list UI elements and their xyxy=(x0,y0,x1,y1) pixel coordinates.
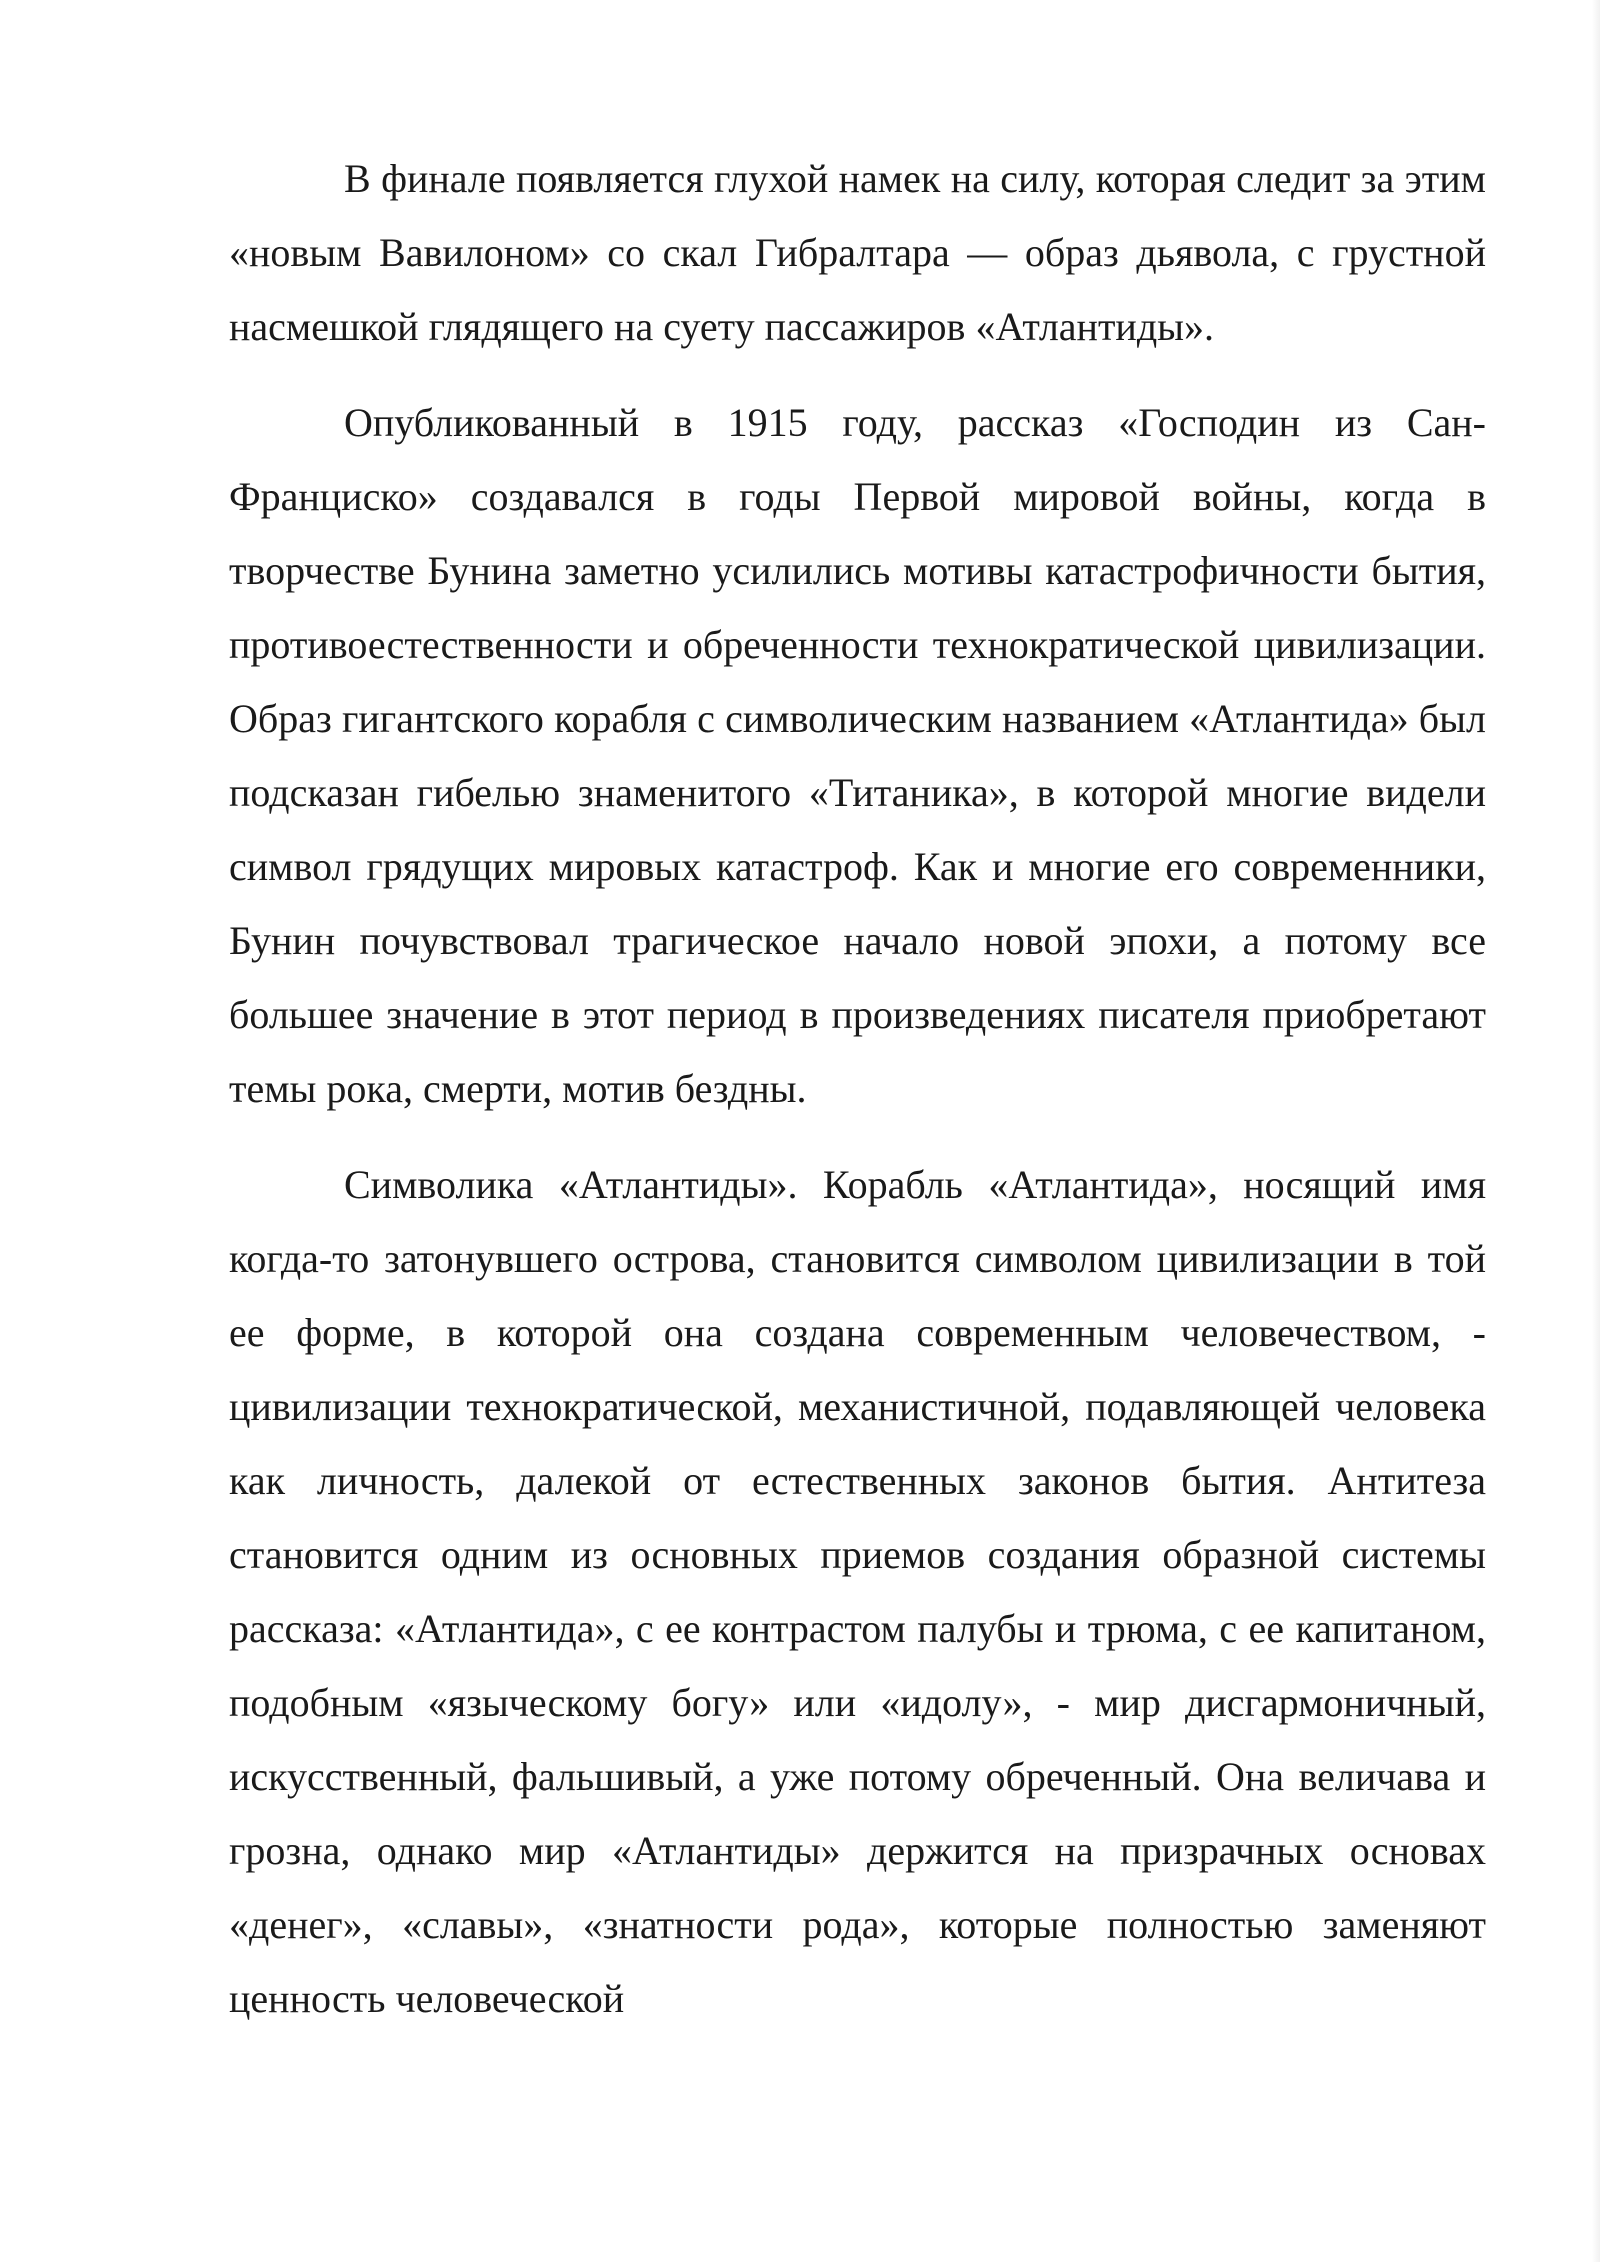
paragraph-publication: Опубликованный в 1915 году, рассказ «Господин из Сан-Франциско» создавался в годы Первой мировой войны, когда в творчестве Бунина заметно усилились мотивы катастрофичности бытия, противоестественности и обреченности технократической цивилизации. Образ гигантского корабля с символическим названием «Атлантида» был подсказан гибелью знаменитого «Титаника», в которой многие видели символ грядущих мировых катастроф. Как и многие его современники, Бунин почувствовал трагическое начало новой эпохи, а потому все большее значение в этот период в произведениях писателя приобретают темы рока, смерти, мотив бездны. xyxy=(229,400,1486,1111)
page-edge-shadow xyxy=(1592,0,1600,2262)
document-body xyxy=(229,142,1486,2036)
paragraph-atlantis-symbolism: Символика «Атлантиды». Корабль «Атлантида», носящий имя когда-то затонувшего острова, становится символом цивилизации в той ее форме, в которой она создана современным человечеством, - цивилизации технократической, механистичной, подавляющей человека как личность, далекой от естественных законов бытия. Антитеза становится одним из основных приемов создания образной системы рассказа: «Атлантида», с ее контрастом палубы и трюма, с ее капитаном, подобным «языческому богу» или «идолу», - мир дисгармоничный, искусственный, фальшивый, а уже потому обреченный. Она величава и грозна, однако мир «Атлантиды» держится на призрачных основах «денег», «славы», «знатности рода», которые полностью заменяют ценность человеческой xyxy=(229,1162,1486,2021)
paragraph-finale: В финале появляется глухой намек на силу, которая следит за этим «новым Вавилоном» со скал Гибралтара — образ дьявола, с грустной насмешкой глядящего на суету пассажиров «Атлантиды». xyxy=(229,156,1486,349)
